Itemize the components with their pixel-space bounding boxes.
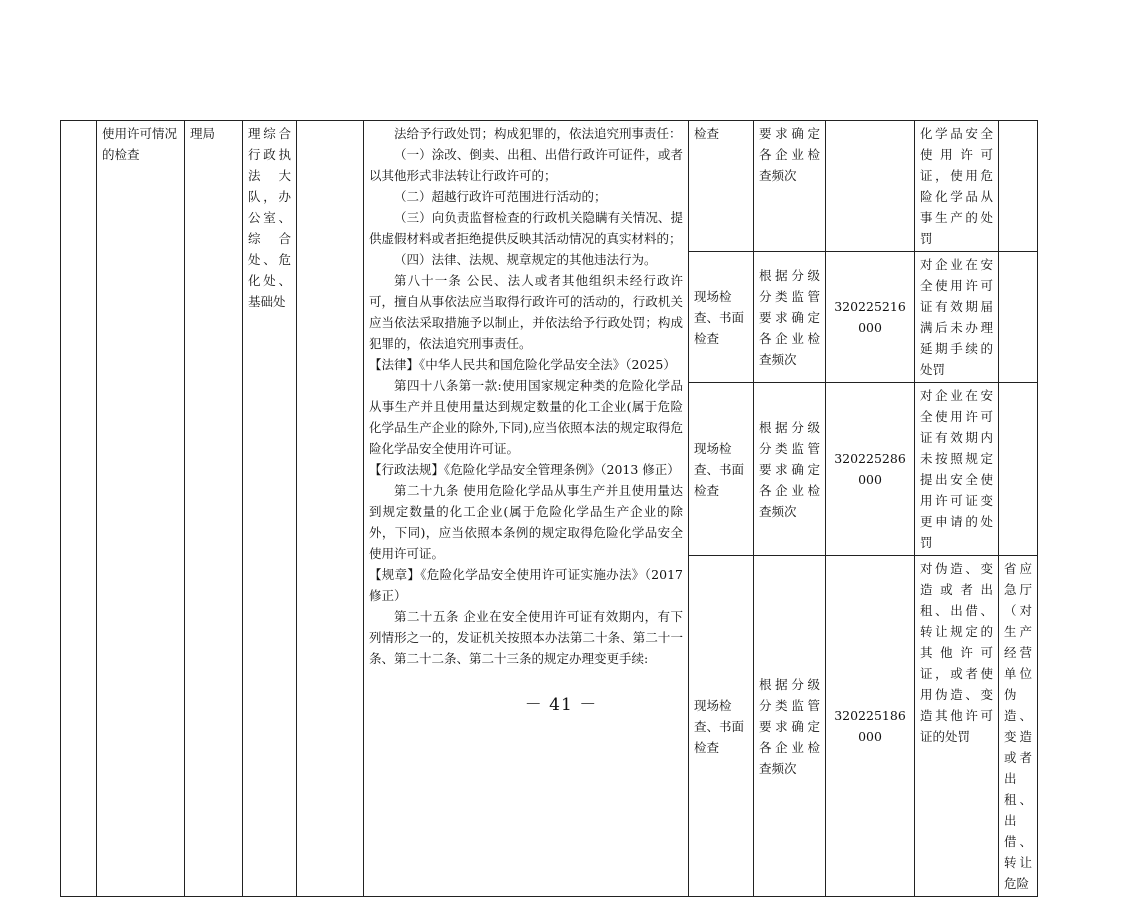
cell-index bbox=[61, 121, 97, 897]
cell-matter-code: 320225216000 bbox=[826, 252, 915, 383]
cell-check-frequency: 根据分级分类监管要求确定各企业检查频次 bbox=[754, 556, 826, 897]
cell-note bbox=[999, 383, 1038, 556]
cell-penalty-matter: 对企业在安全使用许可证有效期内未按照规定提出安全使用许可证变更申请的处罚 bbox=[915, 383, 999, 556]
cell-blank bbox=[297, 121, 364, 897]
law-paragraph: （四）法律、法规、规章规定的其他违法行为。 bbox=[394, 252, 657, 267]
cell-penalty-matter: 化学品安全使用许可证，使用危险化学品从事生产的处罚 bbox=[915, 121, 999, 252]
law-heading: 【行政法规】《危险化学品安全管理条例》（2013 修正） bbox=[369, 462, 680, 477]
law-paragraph: 第二十五条 企业在安全使用许可证有效期内，有下列情形之一的，发证机关按照本办法第二十条、第二十一条、第二十二条、第二十三条的规定办理变更手续: bbox=[369, 609, 683, 666]
enforcement-table bbox=[60, 120, 1038, 897]
cell-matter-code bbox=[826, 121, 915, 252]
law-paragraph: （一）涂改、倒卖、出租、出借行政许可证件，或者以其他形式非法转让行政许可的； bbox=[369, 147, 683, 183]
cell-check-frequency: 要求确定各企业检查频次 bbox=[754, 121, 826, 252]
page-number: － 41 － bbox=[524, 695, 598, 715]
law-paragraph: （三）向负责监督检查的行政机关隐瞒有关情况、提供虚假材料或者拒绝提供反映其活动情况的真实材料的； bbox=[369, 210, 683, 246]
law-paragraph: 第四十八条第一款:使用国家规定种类的危险化学品从事生产并且使用量达到规定数量的化工企业(属于危险化学品生产企业的除外,下同),应当依照本法的规定取得危险化学品安全使用许可证。 bbox=[369, 378, 683, 456]
cell-check-method: 现场检查、书面检查 bbox=[689, 252, 754, 383]
cell-matter-code: 320225186000 bbox=[826, 556, 915, 897]
law-heading: 【法律】《中华人民共和国危险化学品安全法》（2025） bbox=[369, 357, 676, 372]
cell-note bbox=[999, 252, 1038, 383]
cell-note bbox=[999, 121, 1038, 252]
cell-legal-basis bbox=[364, 121, 689, 897]
cell-note: 省应急厅（对生产经营单位伪造、变造或者出租、出借、转让危险 bbox=[999, 556, 1038, 897]
law-paragraph: 第八十一条 公民、法人或者其他组织未经行政许可，擅自从事依法应当取得行政许可的活动的，行政机关应当依法采取措施予以制止，并依法给予行政处罚；构成犯罪的，依法追究刑事责任。 bbox=[369, 273, 683, 351]
law-heading: 【规章】《危险化学品安全使用许可证实施办法》（2017 修正） bbox=[369, 567, 683, 603]
cell-department: 理综合行政执法大队，办公室、综合处、危化处、基础处 bbox=[243, 121, 297, 897]
law-paragraph: 法给予行政处罚；构成犯罪的，依法追究刑事责任： bbox=[394, 126, 682, 141]
cell-check-method: 现场检查、书面检查 bbox=[689, 556, 754, 897]
cell-check-method: 检查 bbox=[689, 121, 754, 252]
table-row bbox=[61, 121, 1038, 252]
cell-check-frequency: 根据分级分类监管要求确定各企业检查频次 bbox=[754, 252, 826, 383]
cell-item-name: 使用许可情况的检查 bbox=[97, 121, 185, 897]
cell-matter-code: 320225286000 bbox=[826, 383, 915, 556]
law-paragraph: 第二十九条 使用危险化学品从事生产并且使用量达到规定数量的化工企业(属于危险化学品生产企业的除外，下同)，应当依照本条例的规定取得危险化学品安全使用许可证。 bbox=[369, 483, 683, 561]
cell-check-frequency: 根据分级分类监管要求确定各企业检查频次 bbox=[754, 383, 826, 556]
cell-penalty-matter: 对伪造、变造或者出租、出借、转让规定的其他许可证，或者使用伪造、变造其他许可证的处罚 bbox=[915, 556, 999, 897]
cell-check-method: 现场检查、书面检查 bbox=[689, 383, 754, 556]
cell-penalty-matter: 对企业在安全使用许可证有效期届满后未办理延期手续的处罚 bbox=[915, 252, 999, 383]
cell-authority: 理局 bbox=[185, 121, 243, 897]
law-paragraph: （二）超越行政许可范围进行活动的； bbox=[394, 189, 607, 204]
